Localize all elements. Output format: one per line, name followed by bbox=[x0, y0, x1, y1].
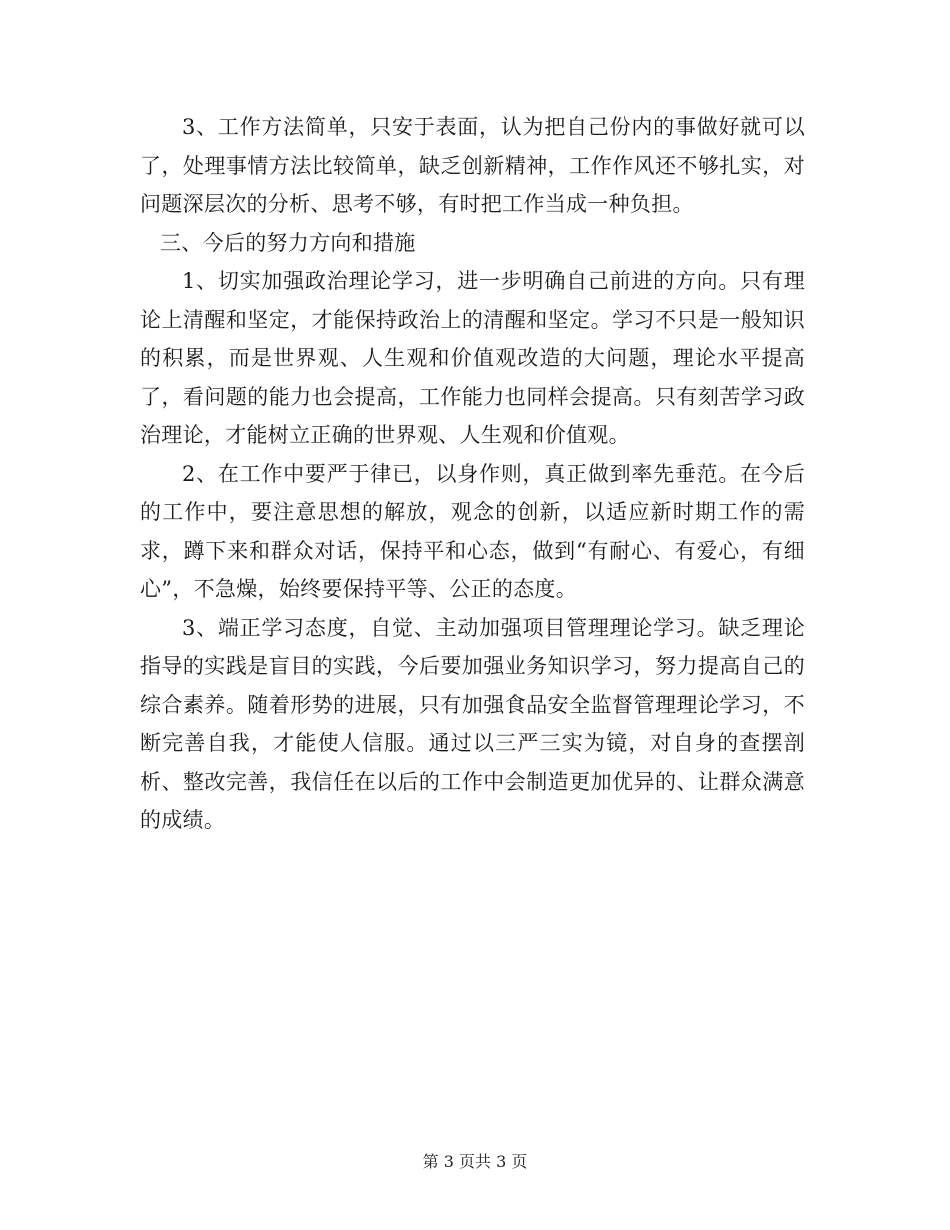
document-body bbox=[140, 108, 805, 840]
paragraph-work-method: 3、工作方法简单，只安于表面，认为把自己份内的事做好就可以了，处理事情方法比较简单，缺乏创新精神，工作作风还不够扎实，对问题深层次的分析、思考不够，有时把工作当成一种负担。 bbox=[140, 115, 805, 216]
paragraph-political-study: 1、切实加强政治理论学习，进一步明确自己前进的方向。只有理论上清醒和坚定，才能保持政治上的清醒和坚定。学习不只是一般知识的积累，而是世界观、人生观和价值观改造的大问题，理论水平提高了，看问题的能力也会提高，工作能力也同样会提高。只有刻苦学习政治理论，才能树立正确的世界观、人生观和价值观。 bbox=[140, 269, 805, 447]
page-number-footer: 第 3 页共 3 页 bbox=[422, 1152, 528, 1171]
section-heading-future-measures: 三、今后的努力方向和措施 bbox=[160, 230, 416, 255]
paragraph-study-attitude: 3、端正学习态度，自觉、主动加强项目管理理论学习。缺乏理论指导的实践是盲目的实践，今后要加强业务知识学习，努力提高自己的综合素养。随着形势的进展，只有加强食品安全监督管理理论学习，不断完善自我，才能使人信服。通过以三严三实为镜，对自身的查摆剖析、整改完善，我信任在以后的工作中会制造更加优异的、让群众满意的成绩。 bbox=[140, 615, 805, 832]
paragraph-self-discipline: 2、在工作中要严于律已，以身作则，真正做到率先垂范。在今后的工作中，要注意思想的解放，观念的创新，以适应新时期工作的需求，蹲下来和群众对话，保持平和心态，做到“有耐心、有爱心，有细心”，不急燥，始终要保持平等、公正的态度。 bbox=[140, 461, 805, 601]
